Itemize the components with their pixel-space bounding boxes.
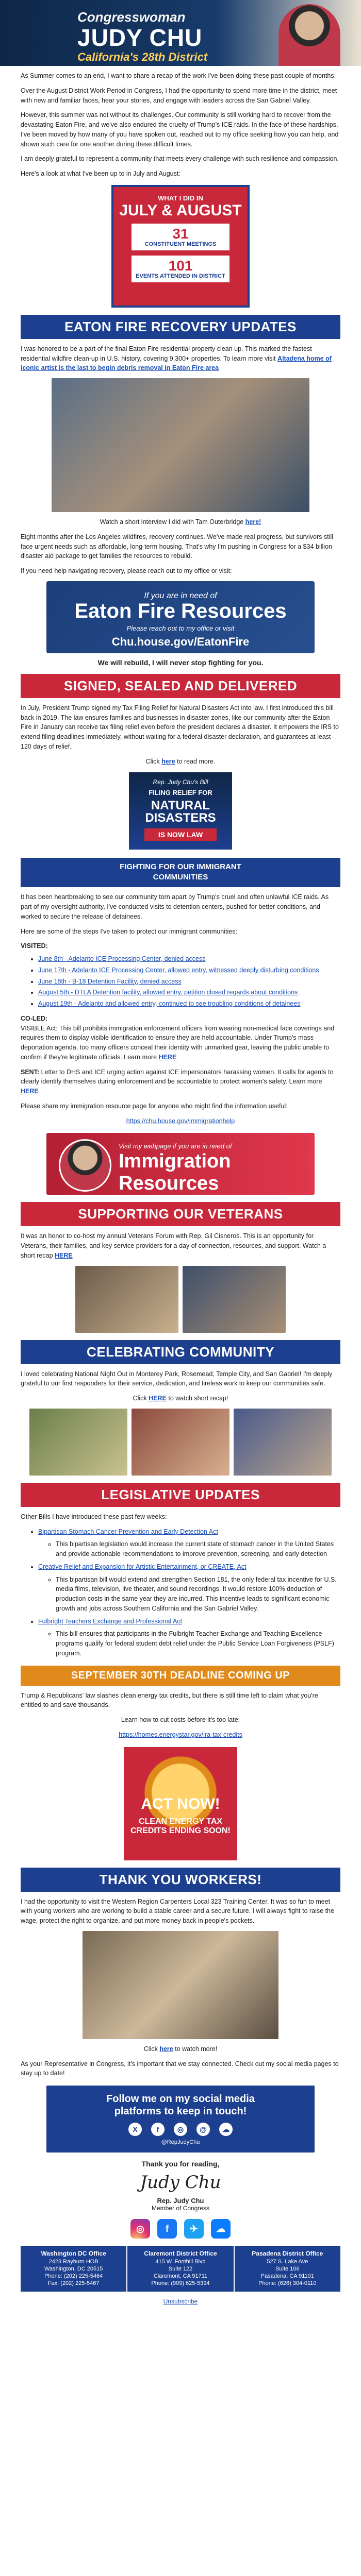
immigration-graphic-portrait [59, 1139, 111, 1192]
signature: Judy Chu [140, 2172, 221, 2193]
immig-graphic-main [119, 1150, 231, 1195]
immig-main-1: Immigration [119, 1150, 231, 1173]
visited-item-link[interactable]: June 17th - Adelanto ICE Processing Center, allowed entry, witnessed deeply disturbing conditions [38, 966, 319, 974]
fight-p3: Please share my immigration resource page for anyone who might find the information useful: [21, 1102, 288, 1110]
deadline-section [0, 1691, 361, 1740]
facebook-icon: f [151, 2123, 165, 2136]
bill-item [38, 1617, 340, 1658]
office-line: Suite 122 [168, 2265, 193, 2272]
x-icon: X [128, 2123, 142, 2136]
signed-read-more-link[interactable]: here [161, 757, 175, 765]
community-click-prefix: Click [133, 1395, 147, 1402]
instagram-icon[interactable]: ◎ [130, 2219, 150, 2239]
workers-section [0, 1897, 361, 1926]
signoff-name: Rep. Judy Chu [157, 2197, 204, 2205]
eaton-graphic-sub: If you are in need of [144, 591, 217, 600]
visited-item-link[interactable]: August 19th - Adelanto and allowed entry, continued to see troubling conditions of detainees [38, 1000, 301, 1007]
office-claremont [127, 2246, 233, 2292]
follow-line2: platforms to keep in touch! [114, 2106, 247, 2117]
workers-click-prefix: Click [143, 2045, 158, 2053]
veterans-photo [183, 1266, 286, 1333]
office-line: Fax: (202) 225-5467 [47, 2280, 100, 2287]
bill-item [38, 1562, 340, 1614]
coled-label: CO-LED: [21, 1014, 48, 1022]
banner-name: JUDY CHU [77, 24, 203, 51]
signed-header: SIGNED, SEALED AND DELIVERED [21, 674, 340, 698]
card-natural-disasters: NATURAL DISASTERS [145, 799, 216, 825]
eaton-p3: Eight months after the Los Angeles wildfires, recovery continues. We've made real progress, but survivors still face urgent needs such as affordable, long-term housing. That's why I'm pushing in Congress for a $34 billion disaster aid package to get families the resources to rebuild. [21, 533, 333, 560]
community-section [0, 1369, 361, 1403]
sent-label: SENT: [21, 1068, 40, 1076]
signoff-title: Member of Congress [151, 2205, 210, 2212]
stats-main: JULY & AUGUST [119, 201, 242, 219]
visited-item [38, 999, 340, 1009]
eaton-interview-text: Watch a short interview I did with Tam Outerbridge [100, 518, 244, 526]
office-line: Washington, DC 20515 [44, 2265, 103, 2272]
intro-p2: Over the August District Work Period in Congress, I had the opportunity to spend more time in the district, meet with new and familiar faces, hear your stories, and engage with leaders across the San Gabriel Valley. [21, 87, 337, 104]
veterans-photos [0, 1266, 361, 1333]
act-now-sub: CLEAN ENERGY TAX CREDITS ENDING SOON! [130, 1817, 231, 1835]
immigration-resources-graphic[interactable] [46, 1133, 315, 1195]
office-line: Suite 106 [275, 2265, 300, 2272]
eaton-interview-line [21, 517, 340, 527]
sent-link[interactable]: HERE [21, 1088, 39, 1095]
threads-icon: @ [196, 2123, 210, 2136]
fight-p2: Here are some of the steps I've taken to protect our immigrant communities: [21, 927, 237, 935]
community-photo [132, 1409, 229, 1476]
deadline-header: SEPTEMBER 30TH DEADLINE COMING UP [21, 1666, 340, 1686]
bluesky-icon[interactable]: ☁ [211, 2219, 231, 2239]
header-banner [0, 0, 361, 66]
follow-line1: Follow me on my social media [106, 2093, 255, 2105]
visited-item [38, 988, 340, 997]
coled-paragraph [21, 1014, 340, 1062]
visited-item-link[interactable]: June 8th - Adelanto ICE Processing Center, denied access [38, 955, 206, 962]
bill-title-link[interactable]: Bipartisan Stomach Cancer Prevention and Early Detection Act [38, 1528, 218, 1535]
legislative-intro: Other Bills I have introduced these past few weeks: [21, 1513, 167, 1520]
card-is-now-law: IS NOW LAW [144, 828, 217, 841]
act-now-graphic [124, 1747, 237, 1860]
visited-item [38, 954, 340, 964]
stats-top: WHAT I DID IN [158, 194, 203, 202]
immig-main-2: Resources [119, 1173, 219, 1195]
bill-title-link[interactable]: Creative Relief and Expansion for Artistic Entertainment, or CREATE, Act [38, 1563, 247, 1570]
immigrant-header [21, 858, 340, 887]
social-links [0, 2219, 361, 2239]
eaton-article-link[interactable]: Altadena home of iconic artist is the last to begin debris removal in Eaton Fire area [21, 354, 332, 372]
office-line: 2423 Rayburn HOB [48, 2258, 99, 2265]
eaton-tagline: We will rebuild, I will never stop fighting for you. [97, 658, 264, 667]
bluesky-icon: ☁ [219, 2123, 233, 2136]
office-line: Pasadena, CA 91101 [260, 2273, 314, 2280]
visited-item-link[interactable]: June 18th - B-18 Detention Facility, denied access [38, 977, 182, 985]
workers-p2: As your Representative in Congress, it's important that we stay connected. Check out my social media pages to stay up to date! [21, 2060, 339, 2077]
visited-item [38, 965, 340, 975]
office-line: Phone: (202) 225-5464 [44, 2273, 103, 2280]
energy-tax-credits-link[interactable]: https://homes.energystar.gov/ira-tax-credits [119, 1731, 242, 1738]
eaton-fire-header: EATON FIRE RECOVERY UPDATES [21, 315, 340, 339]
office-line: Phone: (909) 625-5394 [151, 2280, 210, 2287]
veterans-p1 [21, 1231, 340, 1260]
signed-click-line [21, 757, 340, 767]
immigration-resource-link[interactable]: https://chu.house.gov/immigrationhelp [126, 1117, 235, 1125]
office-dc [21, 2246, 126, 2292]
eaton-p1 [21, 344, 340, 373]
immigrant-header-l2: COMMUNITIES [153, 872, 208, 882]
intro-p5: Here's a look at what I've been up to in July and August: [21, 170, 180, 177]
eaton-cleanup-photo [52, 378, 309, 512]
office-line: Claremont, CA 91711 [153, 2273, 208, 2280]
workers-click-suffix: to watch more! [175, 2045, 218, 2053]
unsubscribe-footer [0, 2298, 361, 2305]
banner-district: California's 28th District [77, 50, 208, 63]
unsubscribe-link[interactable]: Unsubscribe [163, 2297, 198, 2305]
congresswoman-portrait [278, 4, 340, 66]
immig-graphic-sub: Visit my webpage if you are in need of [119, 1142, 232, 1150]
sent-text: Letter to DHS and ICE urging action against ICE impersonators harassing women. It calls for agents to clearly identify themselves during enforcement and be accountable to protect women's safety. Learn more [21, 1068, 334, 1086]
immigrant-header-l1: FIGHTING FOR OUR IMMIGRANT [120, 862, 241, 872]
legislative-header: LEGISLATIVE UPDATES [21, 1483, 340, 1507]
signoff [0, 2160, 361, 2212]
immigrant-section [0, 892, 361, 1126]
visited-item [38, 977, 340, 987]
workers-watch-link[interactable]: here [159, 2045, 173, 2053]
coled-text: VISIBLE Act: This bill prohibits immigration enforcement officers from wearing non-medical face coverings and requires them to display visible identification to ensure they are held accountable. Under Trump's mass deportation agenda, too many officers conceal their identity with unmarked gear, leaving the public unable to confirm if they're legitimate officials. Learn more [21, 1024, 335, 1061]
bill-desc: ◦ This bill ensures that participants in the Fulbright Teacher Exchange and Teaching Excellence programs qualify for federal student debt relief under the Public Service Loan Forgiveness (PSLF) program. [56, 1629, 340, 1658]
eaton-graphic-url: Chu.house.gov/EatonFire [111, 635, 250, 648]
coled-link[interactable]: HERE [158, 1053, 177, 1061]
intro-p4: I am deeply grateful to represent a community that meets every challenge with such resilience and compassion. [21, 155, 339, 163]
community-photos [0, 1409, 361, 1476]
deadline-link-line [21, 1730, 340, 1740]
twitter-icon[interactable]: ✈ [184, 2219, 204, 2239]
community-recap-link[interactable]: HERE [149, 1395, 167, 1402]
stat-meetings-label: CONSTITUENT MEETINGS [144, 241, 217, 247]
banner-line-congresswoman: Congresswoman [77, 9, 186, 25]
office-locations [21, 2246, 340, 2292]
signed-click-prefix: Click [145, 757, 160, 765]
eaton-p1-text: I was honored to be a part of the final Eaton Fire residential property clean up. This marked the fastest residential wildfire clean-up in U.S. history, covering 9,300+ properties. To learn more visit [21, 345, 312, 362]
office-name: Claremont District Office [144, 2250, 217, 2257]
stat-events-label: EVENTS ATTENDED IN DISTRICT [136, 273, 225, 279]
office-pasadena [235, 2246, 340, 2292]
signed-click-suffix: to read more. [177, 757, 216, 765]
instagram-icon: ◎ [174, 2123, 187, 2136]
bill-desc: ◦ This bipartisan bill would extend and strengthen Section 181, the only federal tax incentive for U.S. media films, television, live theater, and sound recordings. It would restore 100% deduction of production costs in the same year they are incurred. This incentive leads to significant economic growth and jobs across Southern California and the San Gabriel Valley. [56, 1575, 340, 1614]
veterans-text: It was an honor to co-host my annual Veterans Forum with Rep. Gil Cisneros. This is an opportunity for Veterans, their families, and key service providers for a day of connection, resources, and support. Watch a short recap [21, 1232, 326, 1259]
legislative-section [0, 1512, 361, 1658]
act-now-text: ACT NOW! [141, 1795, 220, 1812]
visited-label: VISITED: [21, 942, 48, 950]
intro-section [0, 71, 361, 179]
july-august-stats-graphic [111, 185, 250, 308]
intro-p3: However, this summer was not without its challenges. Our community is still working hard to recover from the devastating Eaton Fire, and we've also endured the cruelty of Trump's ICE raids. In the face of these hardships, I've been moved by how many of you have spoken out, reached out to my office seeking how you can help, and shown such care for one another during these difficult times. [21, 111, 339, 148]
office-line: 415 W. Foothill Blvd [155, 2258, 206, 2265]
veterans-header: SUPPORTING OUR VETERANS [21, 1202, 340, 1226]
office-line: 527 S. Lake Ave [267, 2258, 308, 2265]
deadline-p1: Trump & Republicans' law slashes clean energy tax credits, but there is still time left to claim what you're entitled to and save thousands. [21, 1691, 318, 1709]
follow-icons [46, 2123, 315, 2136]
veterans-section [0, 1231, 361, 1260]
sent-paragraph [21, 1067, 340, 1096]
eaton-section-2 [0, 517, 361, 576]
fight-p1: It has been heartbreaking to see our community torn apart by Trump's cruel and often unlawful ICE raids. As part of my oversight authority, I've conducted visits to detention centers, pushed for better conditions, and worked to secure the release of detainees. [21, 893, 329, 920]
community-click-line [21, 1394, 340, 1403]
eaton-graphic-sub2: Please reach out to my office or visit [126, 624, 235, 632]
bills-list [31, 1527, 340, 1658]
stat-events [132, 256, 229, 282]
card-subtitle: Rep. Judy Chu's Bill [153, 778, 208, 786]
bill-item [38, 1527, 340, 1559]
bill-title-link[interactable]: Fulbright Teachers Exchange and Professional Act [38, 1617, 183, 1625]
eaton-resources-graphic[interactable] [46, 581, 315, 653]
eaton-graphic-main: Eaton Fire Resources [74, 599, 287, 622]
workers-header: THANK YOU WORKERS! [21, 1868, 340, 1892]
visited-item-link[interactable]: August 5th - DTLA Detention facility, allowed entry, petition closed regards about conditions [38, 989, 298, 996]
natural-disasters-law-graphic [129, 772, 232, 850]
bill-desc: ◦ This bipartisan legislation would increase the current state of stomach cancer in the United States and provide actionable recommendations to improve prevention, screening, and early detection [56, 1539, 340, 1559]
workers-photo [83, 1931, 278, 2039]
signed-section [0, 703, 361, 767]
stat-meetings-number: 31 [172, 225, 189, 242]
deadline-p2: Learn how to cut costs before it's too late: [121, 1716, 240, 1723]
community-header: CELEBRATING COMMUNITY [21, 1340, 340, 1364]
visited-list [31, 954, 340, 1009]
card-filing-relief: FILING RELIEF FOR [149, 789, 212, 797]
eaton-section [0, 344, 361, 373]
intro-p1: As Summer comes to an end, I want to share a recap of the work I've been doing these past couple of months. [21, 72, 336, 79]
stat-events-number: 101 [168, 257, 193, 274]
follow-social-graphic [46, 2086, 315, 2153]
community-photo [29, 1409, 127, 1476]
community-click-suffix: to watch short recap! [168, 1395, 228, 1402]
stat-meetings [132, 224, 229, 250]
office-line: Phone: (626) 304-0110 [258, 2280, 317, 2287]
follow-handle: @RepJudyChu [161, 2139, 200, 2145]
immigration-resource-line [21, 1116, 340, 1126]
veterans-photo [75, 1266, 178, 1333]
workers-section-2 [0, 2044, 361, 2078]
office-name: Pasadena District Office [252, 2250, 323, 2257]
community-p1: I loved celebrating National Night Out in Monterey Park, Rosemead, Temple City, and San Gabriel! I'm deeply grateful to our first responders for their service, dedication, and tireless work to keep our communities safe. [21, 1370, 333, 1387]
office-name: Washington DC Office [41, 2250, 106, 2257]
veterans-recap-link[interactable]: HERE [55, 1251, 73, 1259]
community-photo [234, 1409, 332, 1476]
signed-p1: In July, President Trump signed my Tax Filing Relief for Natural Disasters Act into law. I first introduced this bill back in 2019. The law ensures families and businesses in disaster zones, like our community after the Eaton Fire in January can receive tax filing relief even before the president declares a disaster. It empowers the IRS to extend filing deadlines immediately, without waiting for a federal disaster declaration, and guarantees at least 120 days of relief. [21, 704, 339, 750]
workers-p1: I had the opportunity to visit the Western Region Carpenters Local 323 Training Center. It was so fun to meet with young workers who are working to build a stable career and a secure future. I will always fight to raise the wage, protect the right to organize, and put more money back in people's pockets. [21, 1897, 334, 1924]
signoff-thanks: Thank you for reading, [141, 2160, 220, 2168]
workers-click-line [21, 2044, 340, 2054]
facebook-icon[interactable]: f [157, 2219, 177, 2239]
eaton-interview-link[interactable]: here! [245, 518, 261, 526]
eaton-p4: If you need help navigating recovery, please reach out to my office or visit: [21, 567, 232, 574]
